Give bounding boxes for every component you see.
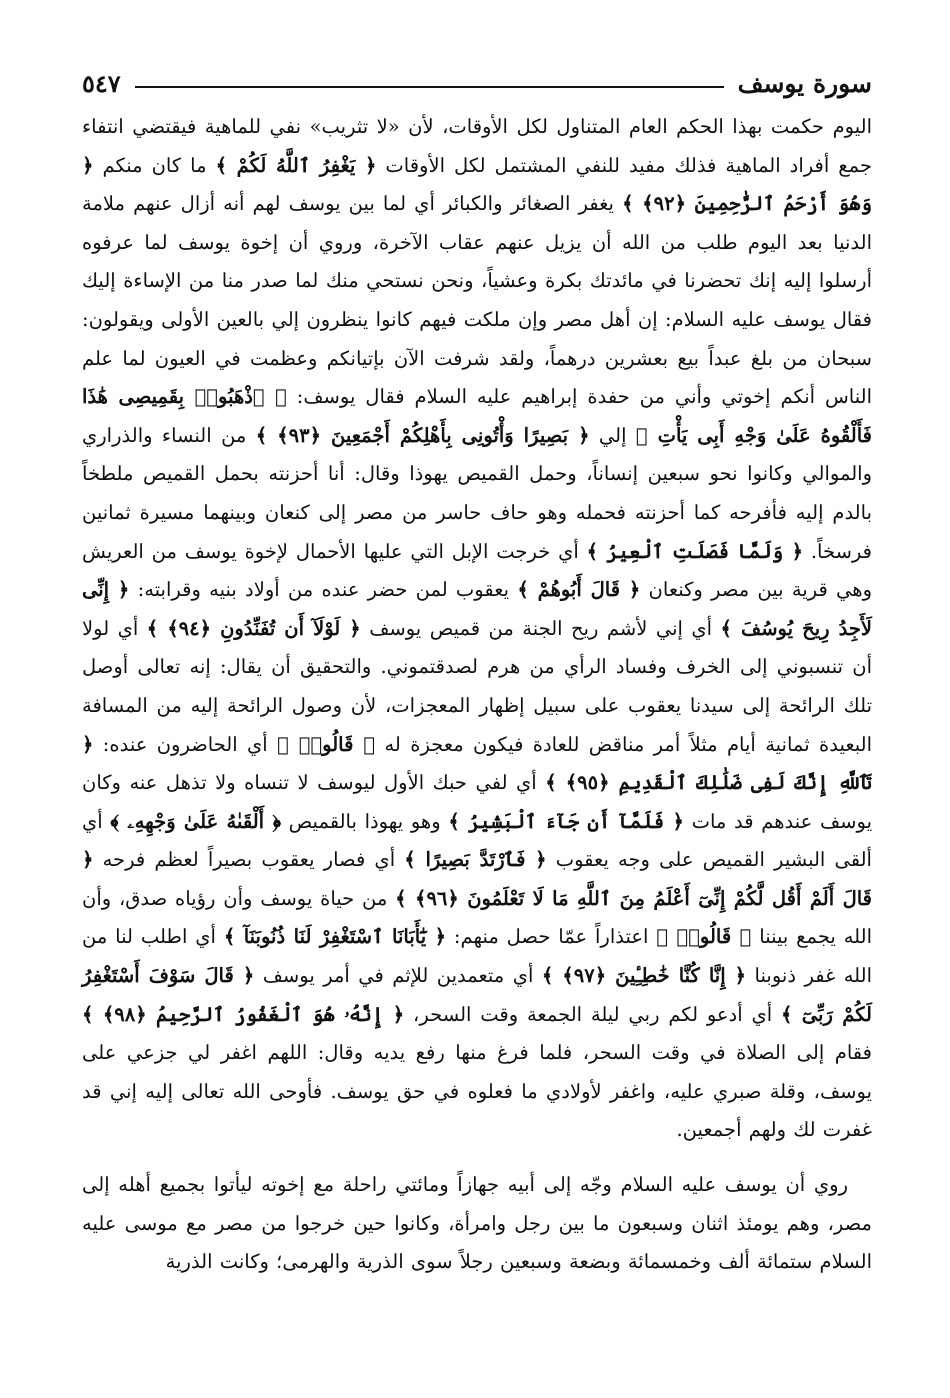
quran-verse: ﴿ إِنَّهُۥ هُوَ ٱلْغَفُورُ ٱلرَّحِيمُ ﴿٩٨﴾ ﴾ xyxy=(82,1002,405,1026)
commentary-text: أي اطلب لنا من الله غفر ذنوبنا xyxy=(82,925,872,988)
quran-verse: ﴿ وَهُوَ أَرْحَمُ ٱلرَّٰحِمِينَ ﴿٩٢﴾ ﴾ xyxy=(82,153,873,216)
header-divider xyxy=(135,86,724,88)
quran-verse: ﴿ فَلَمَّآ أَن جَآءَ ٱلْبَشِيرُ ﴾ xyxy=(448,809,684,833)
commentary-text: وهو يهوذا بالقميص xyxy=(280,809,449,833)
commentary-text: أي إني لأشم ريح الجنة من قميص يوسف xyxy=(360,616,721,640)
commentary-text: أي متعمدين للإثم في أمر يوسف xyxy=(254,964,542,988)
commentary-text: يغفر الصغائر والكبائر أي لما بين يوسف لهم أنه أزال عنهم ملامة الدنيا بعد اليوم طلب من الله أن يزيل عنهم عقاب الآخرة، وروي أن إخوة يوسف لما عرفوه أرسلوا إليه إنك تحضرنا في مائدتك بكرة وعشياً، ونحن نستحي منك لما صدر منا من الإساءة إليك فقال يوسف عليه السلام: إن أهل مصر وإن ملكت فيهم كانوا ينظرون إلي بالعين الأولى ويقولون: سبحان من بلغ عبداً بيع بعشرين درهماً، ولقد شرفت الآن بإتيانكم وعظمت في العيون لما علم الناس أنكم إخوتي وأني من حفدة إبراهيم عليه السلام فقال يوسف: xyxy=(82,192,872,409)
commentary-text: أي أدعو لكم ربي ليلة الجمعة وقت السحر، xyxy=(404,1002,781,1026)
commentary-text: أي ألقى البشير القميص على وجه يعقوب xyxy=(82,809,872,872)
commentary-paragraph xyxy=(82,108,872,1150)
quran-verse: ﴿ بَصِيرًا وَأْتُونِى بِأَهْلِكُمْ أَجْمَعِينَ ﴿٩٣﴾ ﴾ xyxy=(255,423,590,447)
surah-title: سورة يوسف xyxy=(737,69,872,98)
commentary-text: أي لولا أن تنسبوني إلى الخرف وفساد الرأي من هرم لصدقتموني. والتحقيق أن يقال: إنه تعالى أوصل تلك الرائحة إلى سيدنا يعقوب على سبيل إظهار المعجزات، لأن وصول الرائحة إليه من المسافة البعيدة ثمانية أيام مثلاً أمر مناقض للعادة فيكون معجزة له xyxy=(82,616,872,756)
commentary-text: أي خرجت الإبل التي عليها الأحمال لإخوة يوسف من العريش وهي قرية بين مصر وكنعان xyxy=(82,539,872,602)
quran-verse: ﴿ قَالَ أَبُوهُمْ ﴾ xyxy=(517,578,641,602)
commentary-text: أي فصار يعقوب بصيراً لعظم فرحه xyxy=(93,848,405,872)
quran-verse: ﴿ إِنِّى لَأَجِدُ رِيحَ يُوسُفَ ﴾ xyxy=(82,578,873,640)
commentary-text: يعقوب لمن حضر عنده من أولاد بنيه وقرابته: xyxy=(129,578,518,602)
narration-paragraph: روي أن يوسف عليه السلام وجّه إلى أبيه جهازاً ومائتي راحلة مع إخوته ليأتوا بجميع أهله إلى مصر، وهم يومئذ اثنان وسبعون ما بين رجل وامرأة، وكانوا حين خرجوا من مصر مع موسى عليه السلام ستمائة ألف وخمسمائة وبضعة وسبعين رجلاً سوى الذرية والهرمى؛ وكانت الذرية xyxy=(82,1173,872,1274)
quran-verse: ﴿ تَٱللَّهِ إِنَّكَ لَفِى ضَلَٰلِكَ ٱلْقَدِيمِ ﴿٩٥﴾ ﴾ xyxy=(82,732,872,795)
paragraph-spacer xyxy=(82,1150,872,1166)
quran-verse: ﴿ قَالَ أَلَمْ أَقُل لَّكُمْ إِنِّىٓ أَعْلَمُ مِنَ ٱللَّهِ مَا لَا تَعْلَمُونَ ﴿٩٦﴾ ﴾ xyxy=(82,848,873,910)
quran-verse: ﴿ يَٰٓأَبَانَا ٱسْتَغْفِرْ لَنَا ذُنُوبَنَآ ﴾ xyxy=(223,925,447,949)
quran-verse: ﴿ قَالَ سَوْفَ أَسْتَغْفِرُ لَكُمْ رَبِّىٓ ﴾ xyxy=(82,964,872,1026)
quran-verse: ﴿ إِنَّا كُنَّا خَٰطِـِٔينَ ﴿٩٧﴾ ﴾ xyxy=(541,964,747,988)
quran-verse: ﴿ لَوْلَآ أَن تُفَنِّدُونِ ﴿٩٤﴾ ﴾ xyxy=(146,616,361,640)
quran-verse: ﴿ أَلْقَىٰهُ عَلَىٰ وَجْهِهِۦ ﴾ xyxy=(110,809,281,833)
page-number: ٥٤٧ xyxy=(82,69,121,98)
commentary-text: من النساء والذراري والموالي وكانوا نحو سبعين إنساناً، وحمل القميص يهوذا وقال: أنا أحزنته بحمل القميص ملطخاً بالدم إليه فأفرحه كما أحزنته فحمله وهو حاف حاسر من مصر إلى كنعان وبينهما مسيرة ثمانين فرسخاً. xyxy=(82,423,872,563)
commentary-text: ما كان منكم xyxy=(93,153,216,177)
page-header xyxy=(82,58,872,98)
commentary-text: اعتذاراً عمّا حصل منهم: xyxy=(446,925,657,949)
commentary-text: أي لفي حبك الأول ليوسف لا تنساه ولا تذهل عنه وكان يوسف عندهم قد مات xyxy=(82,771,872,833)
commentary-text: من حياة يوسف وأن رؤياه صدق، وأن الله يجمع بيننا xyxy=(82,886,872,949)
quran-verse: ﴿ قَالُوا۟ ﴾ xyxy=(277,732,376,756)
commentary-text: أي الحاضرون عنده: xyxy=(93,732,278,756)
quran-verse: ﴿ يَغْفِرُ ٱللَّهُ لَكُمْ ﴾ xyxy=(215,153,377,177)
quran-verse: ﴿ ٱذْهَبُوا۟ بِقَمِيصِى هَٰذَا فَأَلْقُوهُ عَلَىٰ وَجْهِ أَبِى يَأْتِ ﴾ xyxy=(82,385,872,447)
commentary-text: اليوم حكمت بهذا الحكم العام المتناول لكل الأوقات، لأن «لا تثريب» نفي للماهية فيقتضي انتفاء جمع أفراد الماهية فذلك مفيد للنفي المشتمل لكل الأوقات xyxy=(82,115,872,177)
commentary-text: فقام إلى الصلاة في وقت السحر، فلما فرغ منها رفع يديه وقال: اللهم اغفر لي جزعي على يوسف، وقلة صبري عليه، واغفر لأولادي ما فعلوه في حق يوسف. فأوحى الله تعالى إليه إني قد غفرت لك ولهم أجمعين. xyxy=(82,1041,872,1142)
commentary-text: إلي xyxy=(589,423,636,447)
quran-verse: ﴿ وَلَمَّا فَصَلَتِ ٱلْعِيرُ ﴾ xyxy=(586,539,804,563)
quran-verse: ﴿ فَٱرْتَدَّ بَصِيرًا ﴾ xyxy=(404,848,547,872)
quran-verse: ﴿ قَالُوا۟ ﴾ xyxy=(656,925,752,949)
